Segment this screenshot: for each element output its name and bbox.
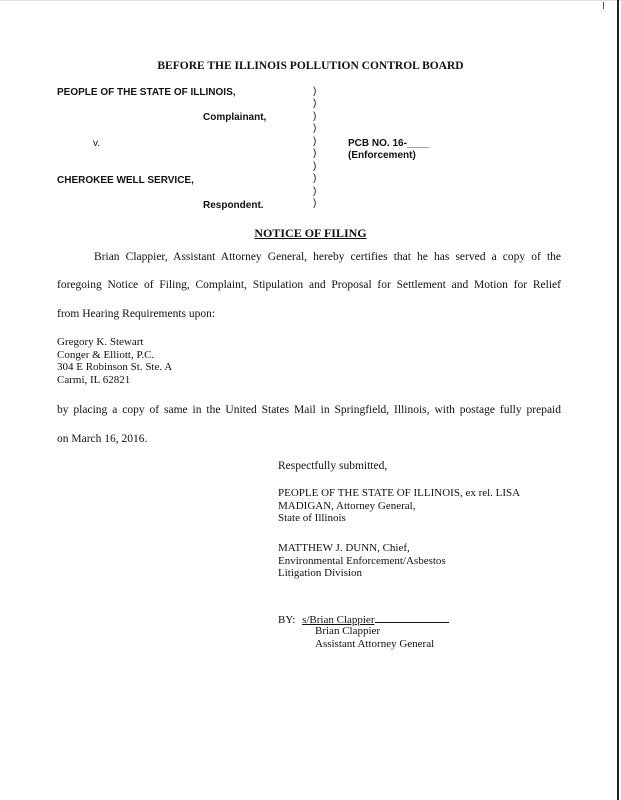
service-line-2: on March 16, 2016. (57, 433, 148, 445)
recipient-city: Carmi, IL 62821 (57, 373, 131, 386)
recipient-address (57, 336, 172, 386)
signer-block (315, 625, 434, 650)
scan-edge-right (617, 0, 619, 800)
case-type: (Enforcement) (348, 150, 416, 161)
body-line-3: from Hearing Requirements upon: (57, 308, 216, 320)
paren: ) (313, 173, 317, 185)
closing: Respectfully submitted, (278, 460, 388, 472)
scan-edge-top (0, 0, 621, 1)
signer-title: Assistant Attorney General (315, 637, 435, 650)
caption-plaintiff-role: Complainant, (203, 112, 267, 123)
paren: ) (313, 110, 317, 122)
caption-parentheses (313, 86, 321, 211)
paren: ) (313, 123, 317, 135)
party-line-1: PEOPLE OF THE STATE OF ILLINOIS, ex rel. LISA (278, 487, 521, 499)
by-label: BY: (278, 614, 296, 626)
paren: ) (313, 198, 317, 210)
paren: ) (313, 86, 317, 97)
recipient-name: Gregory K. Stewart (57, 336, 144, 348)
signer-name: Brian Clappier (315, 625, 381, 637)
case-number: PCB NO. 16-____ (348, 138, 430, 149)
paren: ) (313, 135, 317, 147)
signed-name: s/Brian Clappier (302, 614, 375, 626)
caption-plaintiff: PEOPLE OF THE STATE OF ILLINOIS, (57, 87, 236, 98)
division-line-1: MATTHEW J. DUNN, Chief, (278, 542, 410, 554)
caption-defendant-role: Respondent. (203, 200, 264, 211)
recipient-firm: Conger & Elliott, P.C. (57, 348, 155, 361)
party-line-2: MADIGAN, Attorney General, (278, 499, 416, 512)
division-block (278, 542, 446, 580)
recipient-street: 304 E Robinson St. Ste. A (57, 361, 173, 374)
party-block (278, 487, 520, 525)
service-line-1: by placing a copy of same in the United States Mail in Springfield, Illinois, with postage fully prepaid (57, 404, 561, 416)
division-line-2: Environmental Enforcement/Asbestos (278, 554, 446, 567)
division-line-3: Litigation Division (278, 567, 363, 580)
caption-versus: v. (93, 138, 101, 149)
board-heading: BEFORE THE ILLINOIS POLLUTION CONTROL BOARD (157, 60, 464, 72)
scan-mark (603, 2, 604, 9)
notice-title: NOTICE OF FILING (254, 226, 367, 240)
body-line-2: foregoing Notice of Filing, Complaint, Stipulation and Proposal for Settlement and Motion for Relief (57, 279, 561, 291)
caption-defendant: CHEROKEE WELL SERVICE, (57, 175, 194, 186)
paren: ) (313, 148, 317, 160)
paren: ) (313, 160, 317, 172)
paren: ) (313, 98, 317, 110)
signature-rule (375, 612, 449, 623)
party-line-3: State of Illinois (278, 512, 346, 525)
body-line-1: Brian Clappier, Assistant Attorney General, hereby certifies that he has served a copy of the (94, 251, 561, 263)
paren: ) (313, 185, 317, 197)
